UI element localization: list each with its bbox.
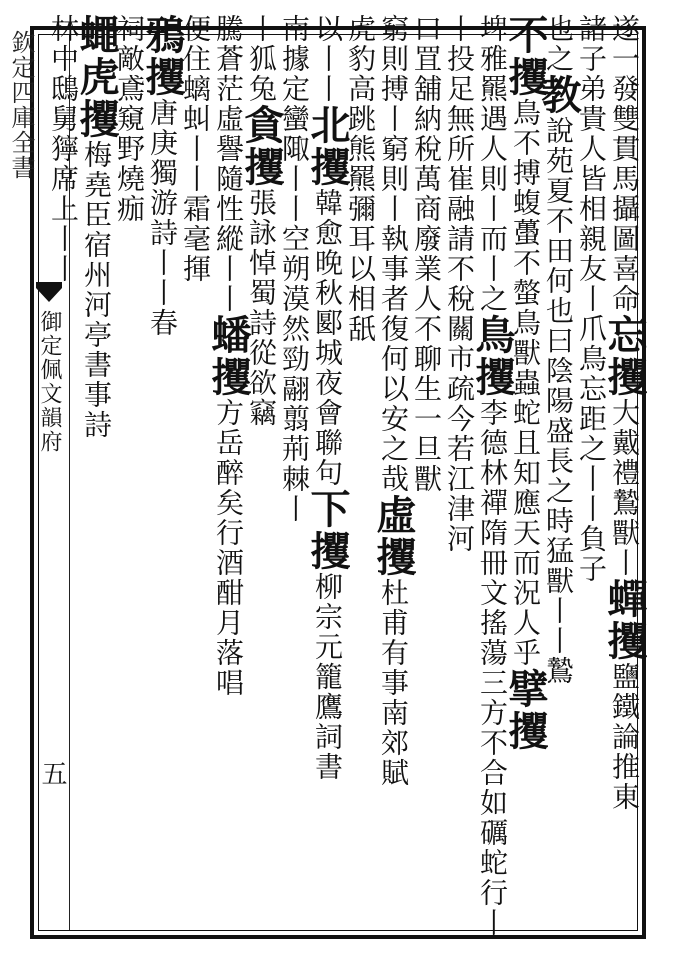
entry-text: 埤雅羆遇人 <box>476 14 509 164</box>
entry-text: 之丨丨負子 <box>575 434 608 584</box>
entry-headword: 下攫 <box>304 488 351 572</box>
entry-text: 鹽鐵論推東 <box>608 662 641 812</box>
page-number: 五 <box>37 760 67 786</box>
entry-text: 韓愈晚秋郾城夜會聯句 <box>311 188 344 488</box>
entry-headword: 蟬攫 <box>601 578 648 662</box>
entry-text: 虎豹高跳 <box>344 14 377 134</box>
text-column <box>205 14 252 698</box>
text-column <box>277 14 311 524</box>
text-column <box>139 14 186 338</box>
entry-text: 口罝舖納稅萬商廢業人不聊生一旦獸 <box>410 14 443 494</box>
entry-headword: 不攫 <box>502 14 549 98</box>
entry-text: 丨 <box>608 548 641 578</box>
entry-headword: 鳥攫 <box>469 314 516 398</box>
text-column <box>442 14 476 554</box>
entry-text: 騰蒼茫 <box>212 14 245 104</box>
entry-headword: 貪攫 <box>238 104 285 188</box>
text-column <box>370 14 417 788</box>
text-column <box>304 14 351 782</box>
entry-text: 熊羆彌耳以相舐 <box>344 134 377 344</box>
entry-text: 然勁翮翦荊棘丨 <box>278 314 311 524</box>
entry-text: 虛譽隨性縱丨丨 <box>212 104 245 314</box>
entry-headword: 北攫 <box>304 104 351 188</box>
entry-headword: 教 <box>535 74 582 116</box>
entry-text: 則丨而丨之 <box>476 164 509 314</box>
entry-text: 便住螭虯丨丨霜毫揮 <box>179 14 212 284</box>
entry-text: 丨狐兔 <box>245 14 278 104</box>
entry-text: 林中鴟舅獰席上丨丨 <box>47 14 80 284</box>
entry-text: 以丨丨 <box>311 14 344 104</box>
collection-title: 欽定四庫全書 <box>7 30 35 180</box>
entry-headword: 蟠攫 <box>205 314 252 398</box>
entry-text: 丨投足無所崔融請不稅關市疏今若江津河 <box>443 14 476 554</box>
entry-text: 南據定蠻陬丨丨空朔漠 <box>278 14 311 314</box>
entry-text: 杜甫有事南郊賦 <box>377 578 410 788</box>
entry-headword: 虛攫 <box>370 494 417 578</box>
text-column <box>46 14 80 284</box>
entry-text: 大戴禮鷙獸 <box>608 398 641 548</box>
text-column <box>601 14 648 812</box>
entry-text: 張詠悼蜀詩從欲竊 <box>245 188 278 428</box>
entry-headword: 忘攫 <box>601 314 648 398</box>
entry-text: 諸子弟貴人皆相親友 <box>575 14 608 284</box>
entry-text: 柳宗元籠鷹詞書 <box>311 572 344 782</box>
text-column <box>73 14 120 440</box>
text-column <box>469 14 516 938</box>
entry-text: 說苑夏不田何也曰陰陽盛長之時猛獸丨丨鷙 <box>542 116 575 686</box>
book-title: 御定佩文韻府 <box>37 310 62 454</box>
entry-headword: 擘攫 <box>502 668 549 752</box>
entry-text: 唐庚獨游詩丨丨春 <box>146 98 179 338</box>
entry-text: 遂一發雙貫馬攝圖喜命 <box>608 14 641 314</box>
entry-text: 鳥不搏蝮蠆不螫鳥獸蟲蛇且知應天而況人乎 <box>509 98 542 668</box>
entry-text: 窮則搏丨窮則丨執事者復何以安之哉 <box>377 14 410 494</box>
entry-headword: 鴉攫 <box>139 14 186 98</box>
entry-text: 梅堯臣宿州河亭書事詩 <box>80 140 113 440</box>
entry-headword: 蠅虎攫 <box>73 14 120 140</box>
text-column <box>409 14 443 494</box>
entry-text: 丨爪鳥忘距 <box>575 284 608 434</box>
entry-text: 也之 <box>542 14 575 74</box>
text-column <box>535 14 582 686</box>
entry-text: 李德林禪隋冊文搖蕩三方不合如礪蛇行丨 <box>476 398 509 938</box>
entry-text: 祠敵鳶窺野燒痂 <box>113 14 146 224</box>
entry-text: 方岳醉矣行酒酣月落唱 <box>212 398 245 698</box>
